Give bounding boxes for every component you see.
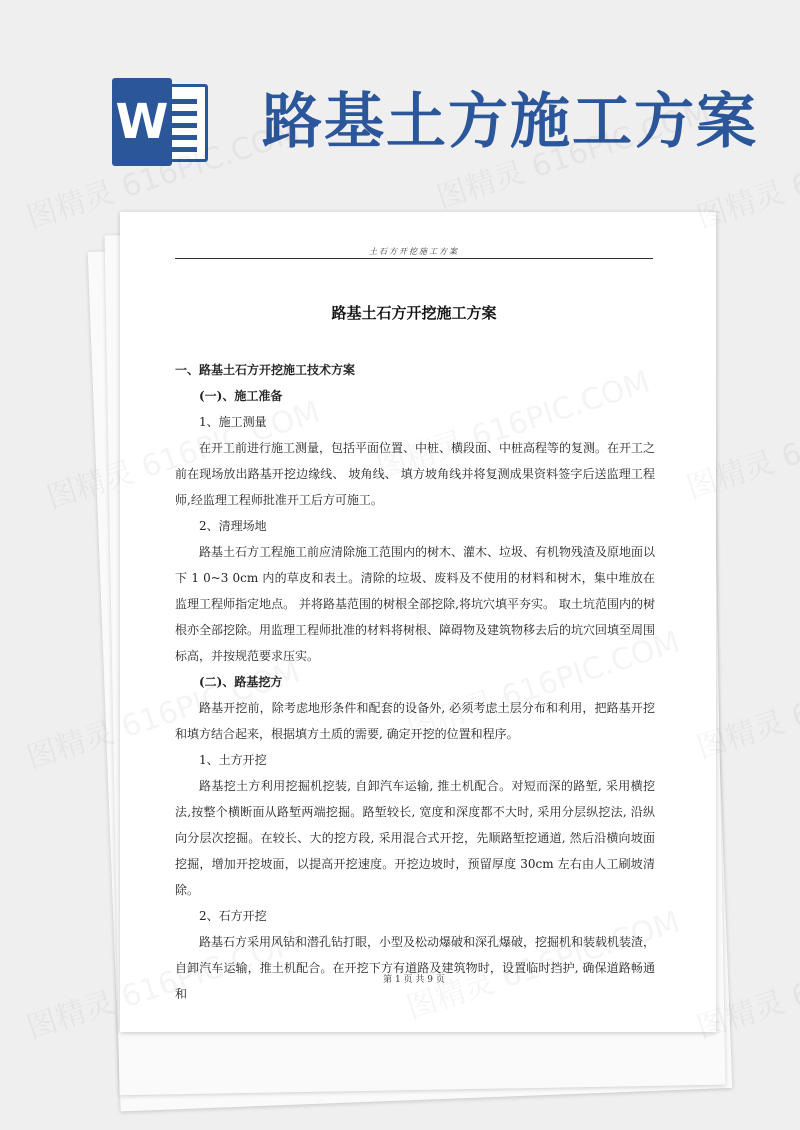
item-heading: 2、清理场地 (199, 519, 267, 533)
page-footer: 第 1 页 共 9 页 (383, 975, 445, 985)
body-paragraph: 在开工前进行施工测量，包括平面位置、中桩、横段面、中桩高程等的复测。在开工之前在现场放出路基开挖边缘线、 坡角线、 填方坡角线并将复测成果资料签字后送监理工程师,经监理工程师批准开工后方可施工。 (175, 441, 656, 507)
subsection-heading: (一)、施工准备 (199, 389, 283, 403)
banner (0, 0, 800, 210)
document-title: 路基土石方开挖施工方案 (331, 304, 497, 322)
running-header: 土石方开挖施工方案 (369, 247, 459, 256)
item-heading: 1、施工测量 (199, 415, 267, 429)
section-heading: 一、路基土石方开挖施工技术方案 (175, 363, 356, 377)
body-paragraph: 路基挖土方利用挖掘机挖装, 自卸汽车运输, 推土机配合。对短而深的路堑, 采用横挖法,按整个横断面从路堑两端挖掘。路堑较长, 宽度和深度都不大时, 采用分层纵挖法, 沿纵向分层次挖掘。在较长、大的挖方段, 采用混合式开挖，先顺路堑挖通道, 然后沿横向坡面挖掘，增加开挖坡面，以提高开挖速度。开挖边坡时，预留厚度 30cm 左右由人工刷坡清除。 (175, 779, 655, 897)
subsection-heading: (二)、路基挖方 (199, 675, 283, 689)
item-heading: 1、土方开挖 (199, 753, 267, 767)
body-paragraph: 路基开挖前，除考虑地形条件和配套的设备外, 必须考虑土层分布和利用，把路基开挖和填方结合起来，根据填方土质的需要, 确定开挖的位置和程序。 (175, 701, 655, 741)
item-heading: 2、石方开挖 (199, 909, 267, 923)
banner-title: 路基土方施工方案 (262, 87, 758, 157)
body-paragraph: 路基土石方工程施工前应清除施工范围内的树木、灌木、垃圾、有机物残渣及原地面以下 1 0~3 0cm 内的草皮和表土。清除的垃圾、废料及不使用的材料和树木，集中堆放在监理工程师指定地点。 并将路基范围的树根全部挖除,将坑穴填平夯实。 取土坑范围内的树根亦全部挖除。用监理工程师批准的材料将树根、障碍物及建筑物移去后的坑穴回填至周围标高，并按规范要求压实。 (175, 545, 656, 663)
document-body (175, 357, 655, 1007)
word-icon-badge: W (112, 78, 172, 166)
header-rule (175, 258, 653, 259)
document-page (120, 212, 716, 1032)
body-paragraph: 路基石方采用风钻和潜孔钻打眼，小型及松动爆破和深孔爆破，挖掘机和装载机装渣，自卸汽车运输，推土机配合。在开挖下方有道路及建筑物时，设置临时挡护, 确保道路畅通和 (175, 935, 656, 1001)
word-icon (112, 78, 212, 166)
